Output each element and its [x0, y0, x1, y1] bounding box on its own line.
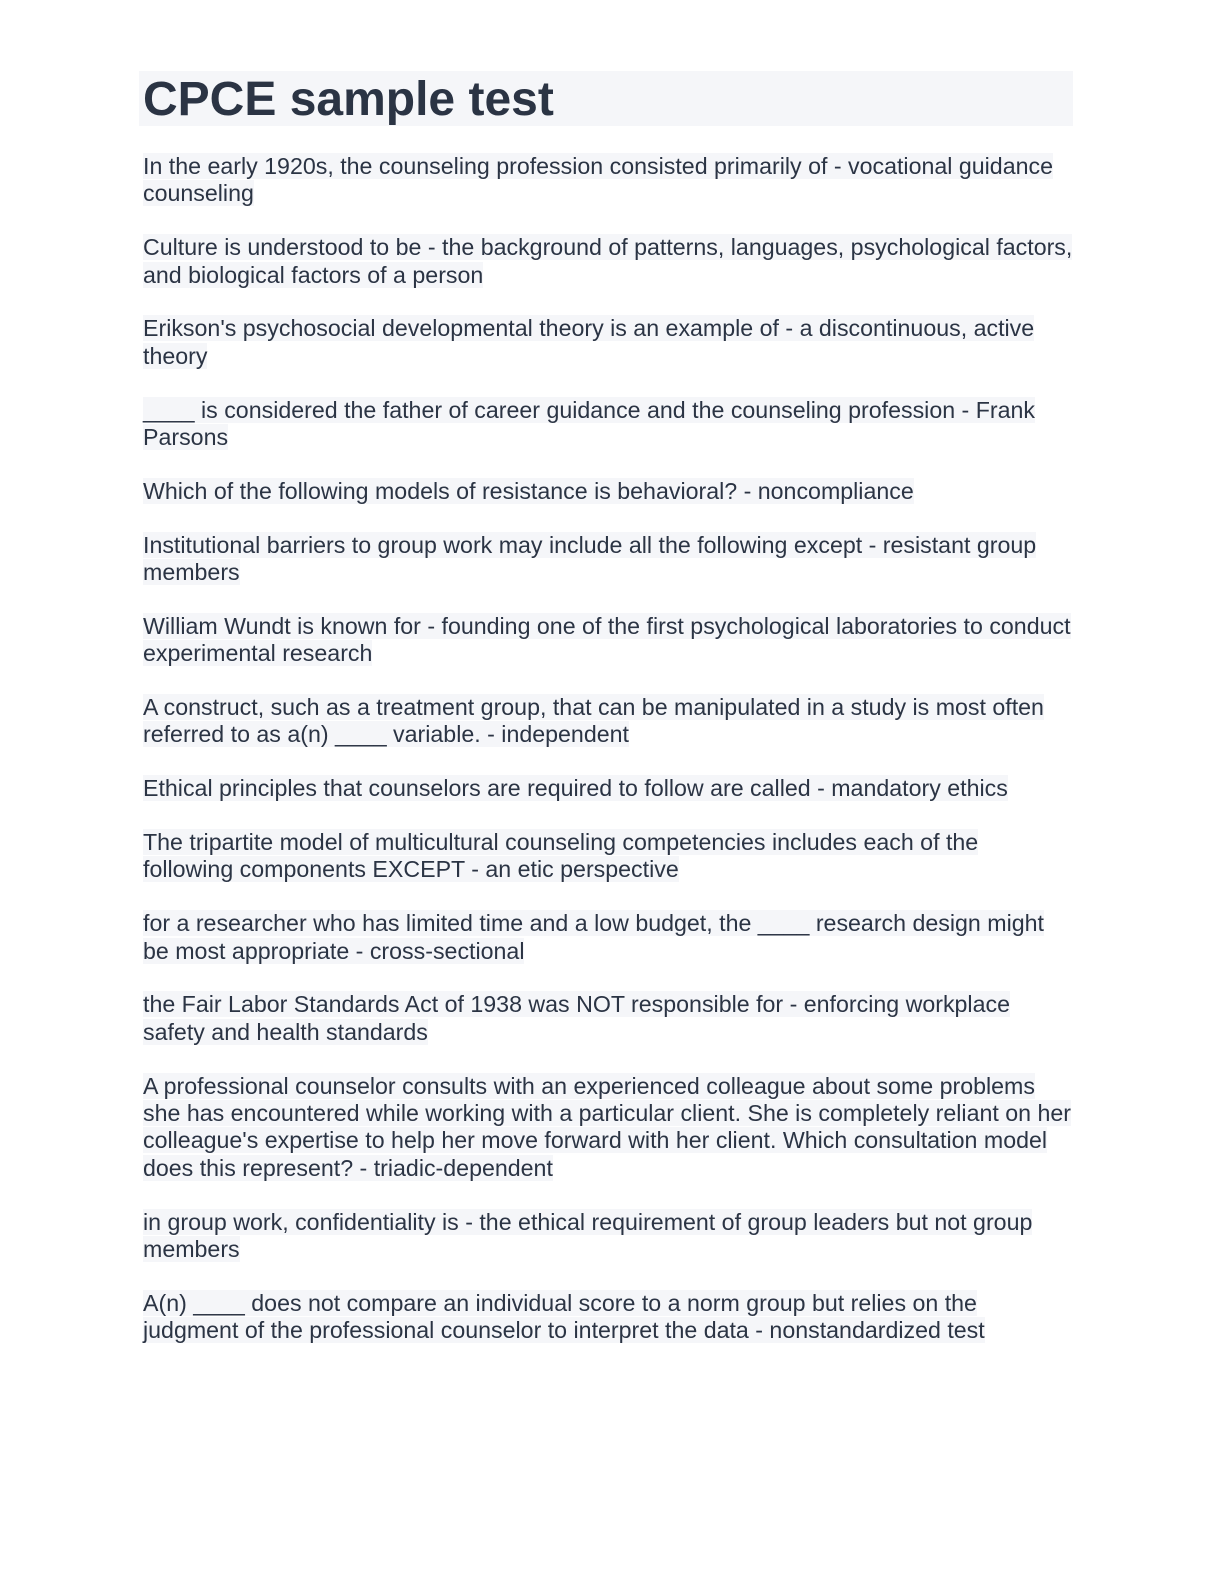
question-text: A professional counselor consults with an experienced colleague about some problems she has encountered while working with a particular client. She is completely reliant on her colleague's expertise to help her move forward with her client. Which consultation model does this represent? - triadic-dependent — [143, 1072, 1071, 1181]
question-item — [143, 1073, 1073, 1183]
question-item — [143, 315, 1073, 370]
question-item — [143, 234, 1073, 289]
question-list — [143, 153, 1073, 1371]
question-item — [143, 397, 1073, 452]
question-item — [143, 1290, 1073, 1345]
question-item — [143, 613, 1073, 668]
question-item — [143, 1209, 1073, 1264]
question-text: Culture is understood to be - the background of patterns, languages, psychological factors, and biological factors of a person — [143, 234, 1073, 288]
question-text: Ethical principles that counselors are required to follow are called - mandatory ethics — [143, 775, 1008, 802]
question-item — [143, 829, 1073, 884]
question-text: William Wundt is known for - founding one of the first psychological laboratories to conduct experimental research — [143, 612, 1071, 667]
question-item — [143, 775, 1073, 802]
question-text: The tripartite model of multicultural counseling competencies includes each of the following components EXCEPT - an etic perspective — [143, 829, 979, 883]
question-text: ____ is considered the father of career guidance and the counseling profession - Frank Parsons — [143, 396, 1035, 451]
question-item — [143, 153, 1073, 208]
question-text: Institutional barriers to group work may include all the following except - resistant group members — [143, 531, 1037, 586]
question-item — [143, 694, 1073, 749]
question-item — [143, 478, 1073, 505]
question-text: A(n) ____ does not compare an individual score to a norm group but relies on the judgment of the professional counselor to interpret the data - nonstandardized test — [143, 1289, 985, 1344]
question-item — [143, 910, 1073, 965]
page-title: CPCE sample test — [143, 73, 554, 126]
title-band — [139, 71, 1073, 126]
question-item — [143, 991, 1073, 1046]
question-text: A construct, such as a treatment group, that can be manipulated in a study is most often referred to as a(n) ____ variable. - independent — [143, 694, 1044, 748]
question-text: for a researcher who has limited time and a low budget, the ____ research design might be most appropriate - cross-sectional — [143, 910, 1044, 964]
document-page — [139, 71, 1073, 1344]
question-text: the Fair Labor Standards Act of 1938 was NOT responsible for - enforcing workplace safety and health standards — [143, 991, 1010, 1045]
question-text: in group work, confidentiality is - the ethical requirement of group leaders but not group members — [143, 1208, 1033, 1263]
question-text: In the early 1920s, the counseling profession consisted primarily of - vocational guidance counseling — [143, 153, 1053, 207]
question-item — [143, 532, 1073, 587]
question-text: Erikson's psychosocial developmental theory is an example of - a discontinuous, active theory — [143, 315, 1035, 369]
question-text: Which of the following models of resistance is behavioral? - noncompliance — [143, 477, 914, 504]
